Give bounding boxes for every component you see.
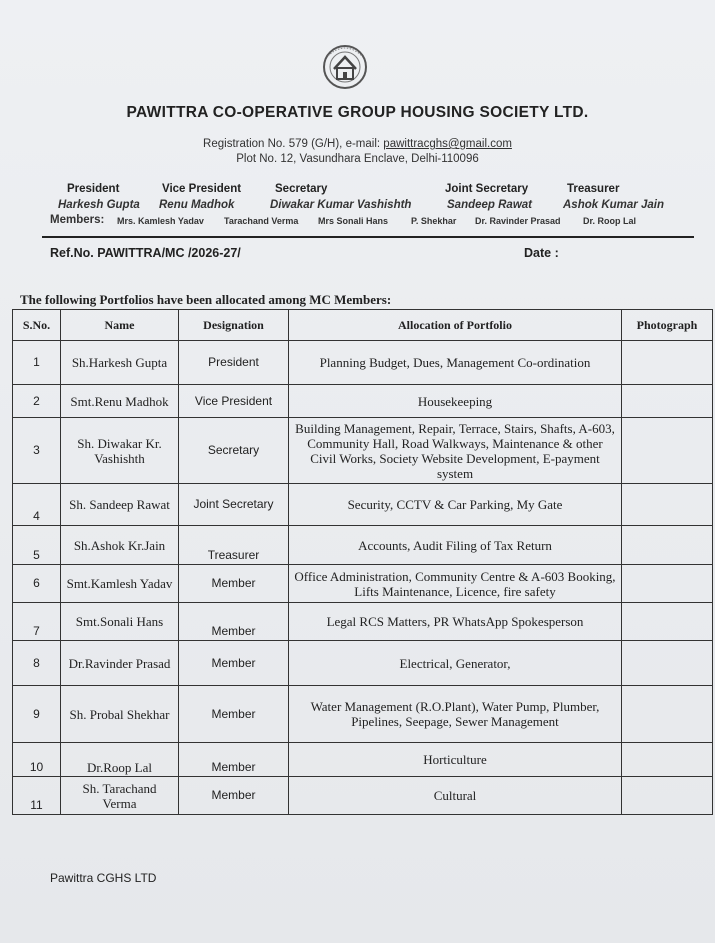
photograph-cell: [622, 385, 713, 418]
photograph-cell: [622, 777, 713, 815]
table-row: [13, 743, 713, 777]
portfolio-cell: Office Administration, Community Centre & A-603 Booking, Lifts Maintenance, Licence, fire safety: [289, 565, 622, 603]
portfolio-cell: Horticulture: [289, 743, 622, 777]
table-row: [13, 418, 713, 484]
column-header: Name: [61, 310, 179, 341]
photograph-cell: [622, 341, 713, 385]
member-name: Mrs. Kamlesh Yadav: [117, 216, 204, 226]
photograph-cell: [622, 603, 713, 641]
registration-text: Registration No. 579 (G/H),: [203, 138, 343, 150]
sno-cell: 7: [13, 603, 61, 641]
table-row: [13, 777, 713, 815]
portfolio-cell: Accounts, Audit Filing of Tax Return: [289, 526, 622, 565]
portfolio-table: [12, 309, 713, 815]
sno-cell: 5: [13, 526, 61, 565]
registration-line: [0, 138, 715, 150]
name-vice-president: Renu Madhok: [159, 199, 235, 211]
table-header-row: [13, 310, 713, 341]
column-header: Photograph: [622, 310, 713, 341]
name-cell: Sh. Sandeep Rawat: [61, 484, 179, 526]
table-row: [13, 603, 713, 641]
table-row: [13, 686, 713, 743]
portfolio-cell: Building Management, Repair, Terrace, Stairs, Shafts, A-603, Community Hall, Road Walkways, Maintenance & other Civil Works, Society Website Development, E-payment system: [289, 418, 622, 484]
designation-cell: Member: [179, 777, 289, 815]
email-link[interactable]: pawittracghs@gmail.com: [383, 138, 512, 150]
table-row: [13, 484, 713, 526]
sno-cell: 10: [13, 743, 61, 777]
portfolio-cell: Electrical, Generator,: [289, 641, 622, 686]
designation-cell: Treasurer: [179, 526, 289, 565]
name-secretary: Diwakar Kumar Vashishth: [270, 199, 412, 211]
photograph-cell: [622, 484, 713, 526]
designation-cell: Member: [179, 743, 289, 777]
name-cell: Smt.Renu Madhok: [61, 385, 179, 418]
reference-number: Ref.No. PAWITTRA/MC /2026-27/: [50, 246, 241, 260]
name-joint-secretary: Sandeep Rawat: [447, 199, 532, 211]
sno-cell: 8: [13, 641, 61, 686]
photograph-cell: [622, 565, 713, 603]
sno-cell: 6: [13, 565, 61, 603]
members-label: Members:: [50, 214, 105, 226]
footer-text: Pawittra CGHS LTD: [50, 871, 157, 885]
sno-cell: 3: [13, 418, 61, 484]
sno-cell: 9: [13, 686, 61, 743]
portfolio-cell: Housekeeping: [289, 385, 622, 418]
name-cell: Dr.Roop Lal: [61, 743, 179, 777]
role-treasurer: Treasurer: [567, 183, 620, 195]
name-cell: Sh.Ashok Kr.Jain: [61, 526, 179, 565]
society-name: PAWITTRA CO-OPERATIVE GROUP HOUSING SOCIETY LTD.: [126, 104, 589, 121]
role-vice-president: Vice President: [162, 183, 242, 195]
name-cell: Sh. Probal Shekhar: [61, 686, 179, 743]
address-line: Plot No. 12, Vasundhara Enclave, Delhi-110096: [236, 153, 479, 165]
column-header: Allocation of Portfolio: [289, 310, 622, 341]
designation-cell: Joint Secretary: [179, 484, 289, 526]
photograph-cell: [622, 641, 713, 686]
member-name: Dr. Ravinder Prasad: [475, 216, 561, 226]
member-name: Dr. Roop Lal: [583, 216, 637, 226]
sno-cell: 1: [13, 341, 61, 385]
table-row: [13, 526, 713, 565]
date-label: Date :: [524, 246, 559, 260]
member-name: Mrs Sonali Hans: [318, 216, 389, 226]
email-prefix: e-mail:: [342, 138, 384, 150]
header-divider: [42, 236, 694, 238]
name-cell: Dr.Ravinder Prasad: [61, 641, 179, 686]
portfolio-cell: Cultural: [289, 777, 622, 815]
name-president: Harkesh Gupta: [58, 199, 140, 211]
name-treasurer: Ashok Kumar Jain: [563, 199, 664, 211]
designation-cell: Member: [179, 565, 289, 603]
column-header: Designation: [179, 310, 289, 341]
designation-cell: President: [179, 341, 289, 385]
member-name: P. Shekhar: [411, 216, 457, 226]
portfolio-cell: Planning Budget, Dues, Management Co-ordination: [289, 341, 622, 385]
portfolio-cell: Legal RCS Matters, PR WhatsApp Spokesperson: [289, 603, 622, 641]
designation-cell: Member: [179, 641, 289, 686]
portfolio-cell: Water Management (R.O.Plant), Water Pump, Plumber, Pipelines, Seepage, Sewer Management: [289, 686, 622, 743]
name-cell: Sh. Diwakar Kr. Vashishth: [61, 418, 179, 484]
designation-cell: Secretary: [179, 418, 289, 484]
column-header: S.No.: [13, 310, 61, 341]
designation-cell: Vice President: [179, 385, 289, 418]
table-row: [13, 341, 713, 385]
society-logo-icon: [316, 42, 374, 92]
member-name: Tarachand Verma: [224, 216, 299, 226]
intro-text: The following Portfolios have been allocated among MC Members:: [20, 292, 392, 307]
photograph-cell: [622, 686, 713, 743]
photograph-cell: [622, 743, 713, 777]
sno-cell: 11: [13, 777, 61, 815]
designation-cell: Member: [179, 603, 289, 641]
photograph-cell: [622, 418, 713, 484]
name-cell: Smt.Sonali Hans: [61, 603, 179, 641]
portfolio-cell: Security, CCTV & Car Parking, My Gate: [289, 484, 622, 526]
role-joint-secretary: Joint Secretary: [445, 183, 529, 195]
table-row: [13, 565, 713, 603]
name-cell: Sh.Harkesh Gupta: [61, 341, 179, 385]
sno-cell: 4: [13, 484, 61, 526]
name-cell: Smt.Kamlesh Yadav: [61, 565, 179, 603]
role-secretary: Secretary: [275, 183, 328, 195]
sno-cell: 2: [13, 385, 61, 418]
name-cell: Sh. Tarachand Verma: [61, 777, 179, 815]
photograph-cell: [622, 526, 713, 565]
designation-cell: Member: [179, 686, 289, 743]
table-row: [13, 385, 713, 418]
table-row: [13, 641, 713, 686]
role-president: President: [67, 183, 120, 195]
